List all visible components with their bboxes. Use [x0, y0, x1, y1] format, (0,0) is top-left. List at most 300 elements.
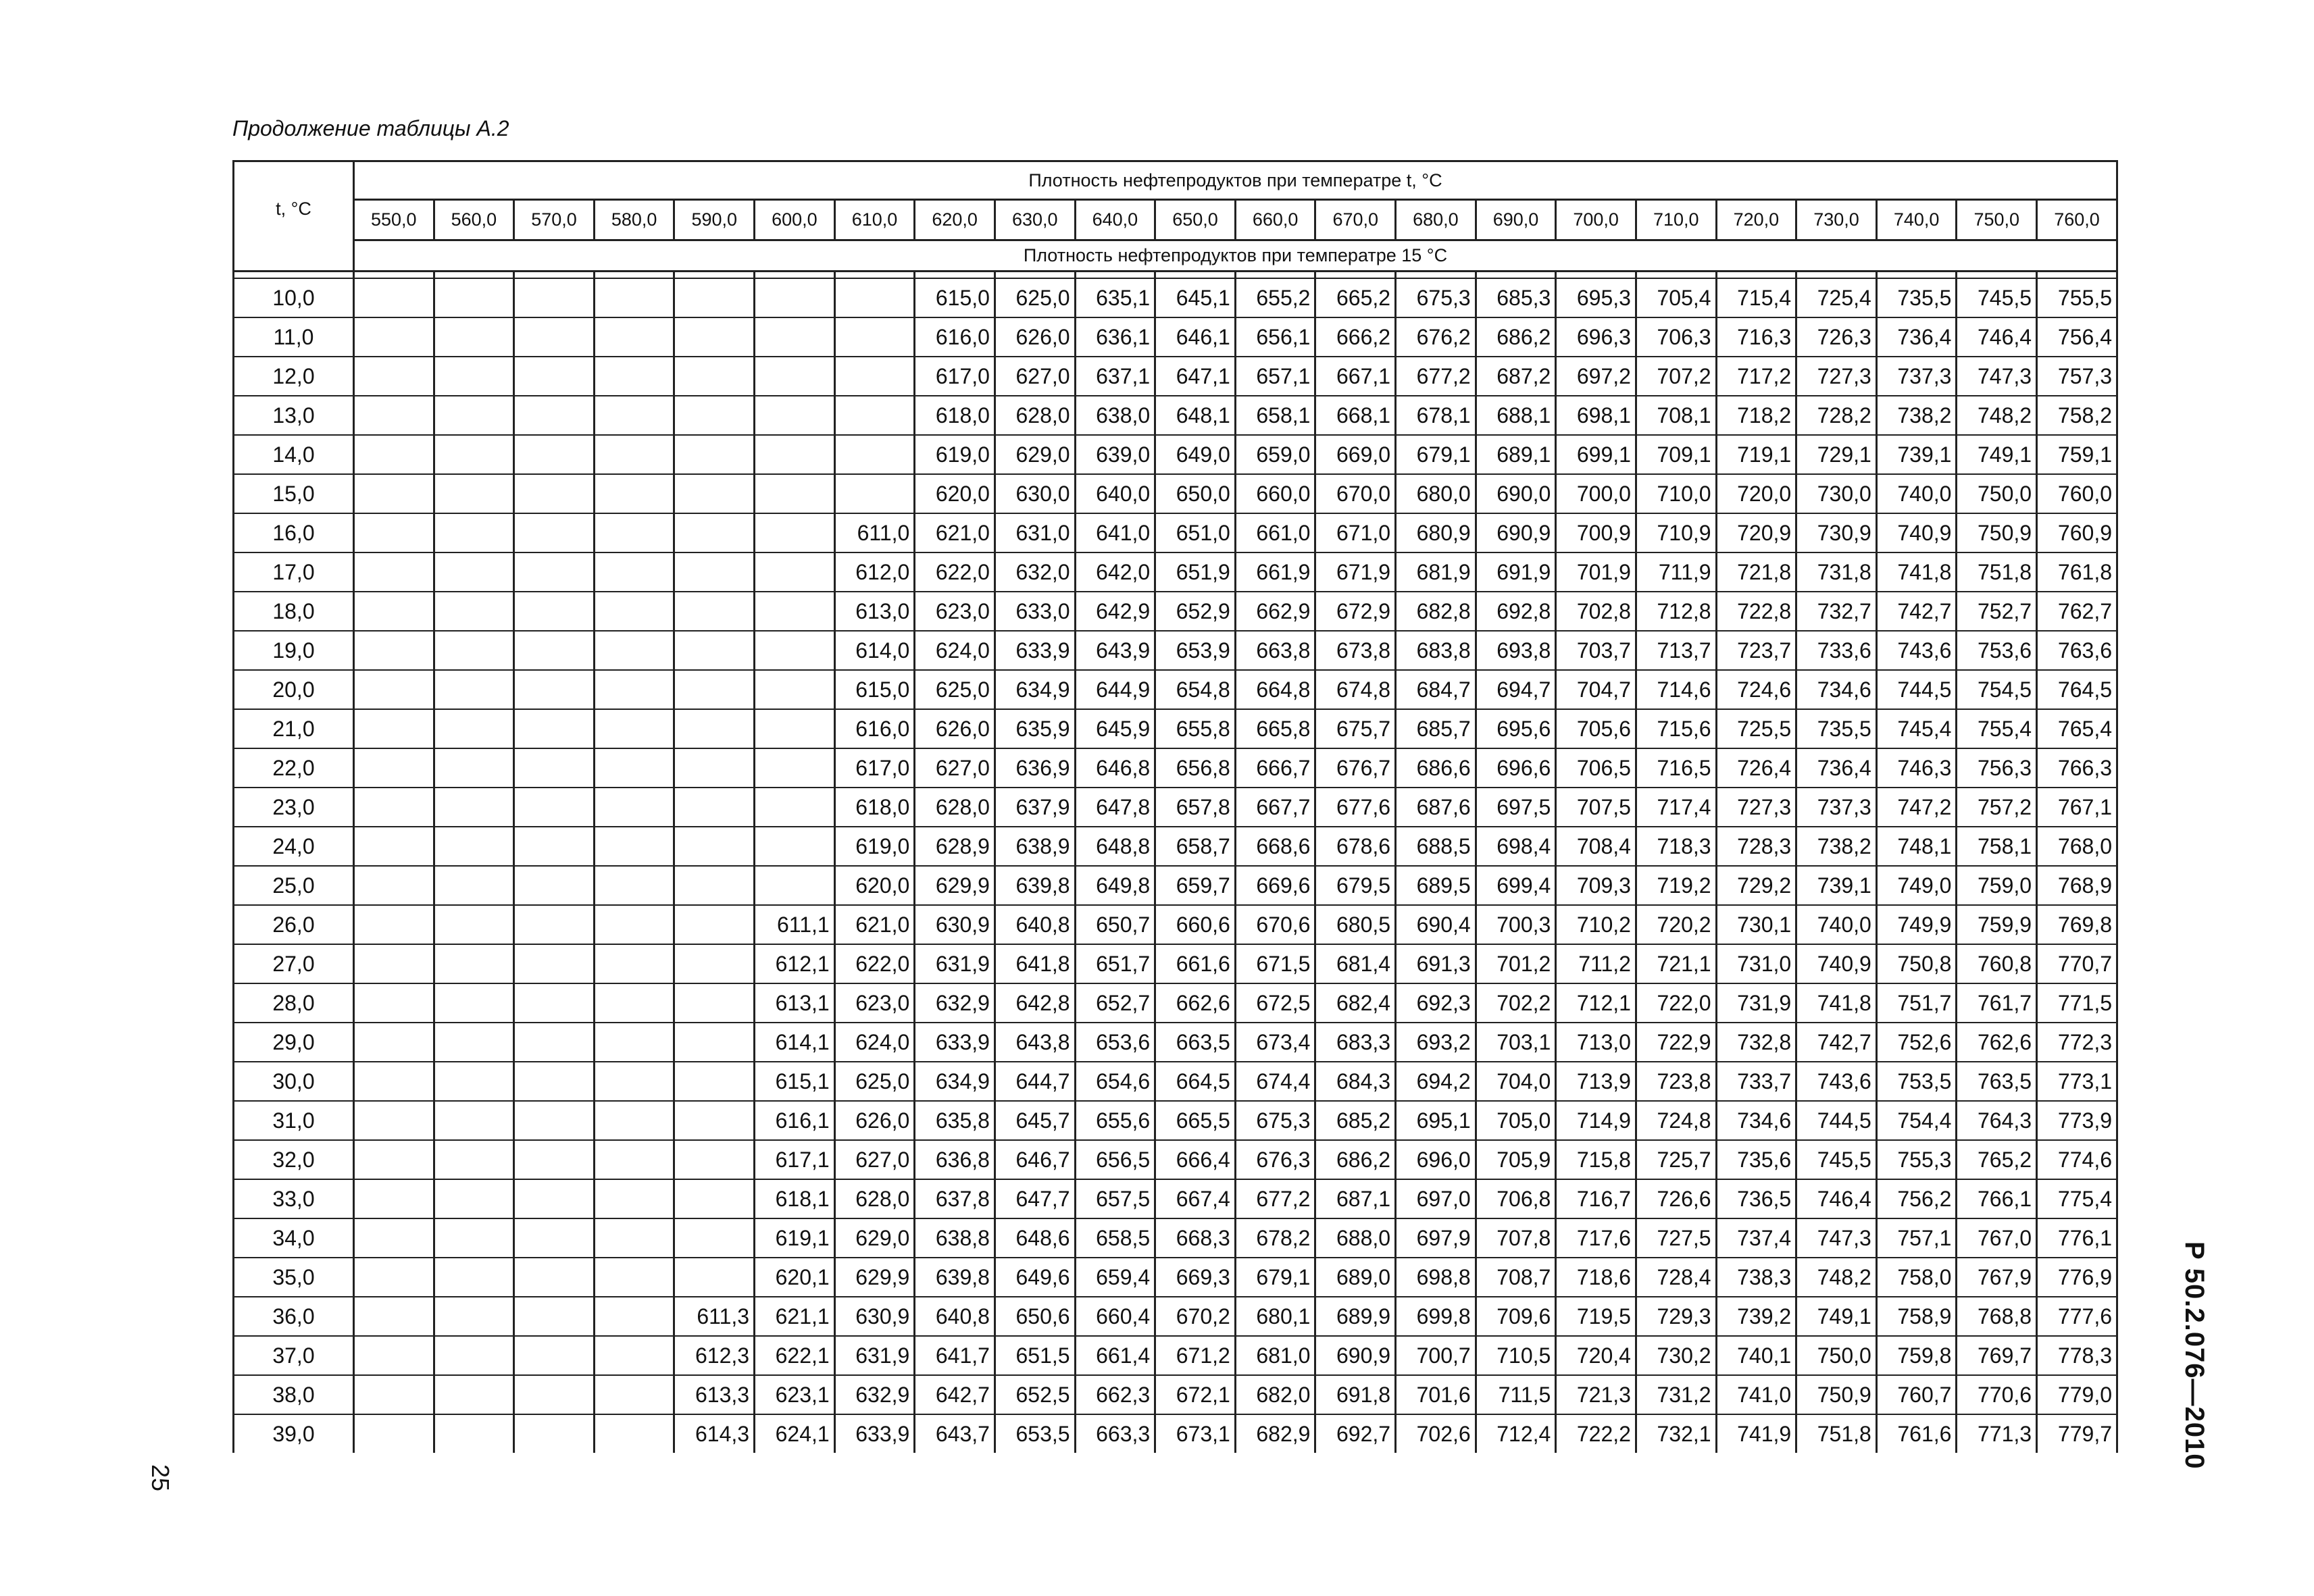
density-cell: 745,5 [1796, 1140, 1877, 1179]
density-cell: 759,9 [1957, 905, 2037, 944]
density-cell: 713,0 [1556, 1023, 1636, 1062]
density-cell: 721,1 [1636, 944, 1716, 983]
column-header: 660,0 [1235, 200, 1315, 240]
density-cell: 730,1 [1716, 905, 1796, 944]
table-row [234, 866, 2117, 905]
density-cell [594, 1336, 674, 1375]
density-cell: 689,9 [1315, 1297, 1396, 1336]
density-cell [434, 1297, 514, 1336]
density-cell [594, 474, 674, 513]
density-cell [674, 827, 755, 866]
density-cell: 639,0 [1075, 435, 1155, 474]
density-cell: 680,0 [1396, 474, 1476, 513]
density-cell: 648,1 [1155, 396, 1236, 435]
density-cell [514, 866, 595, 905]
density-cell [353, 866, 434, 905]
density-cell: 738,2 [1876, 396, 1957, 435]
density-cell [353, 1414, 434, 1453]
density-cell: 748,2 [1957, 396, 2037, 435]
density-cell: 761,6 [1876, 1414, 1957, 1453]
density-cell: 622,0 [915, 552, 995, 592]
density-cell: 641,7 [915, 1336, 995, 1375]
density-cell: 701,9 [1556, 552, 1636, 592]
density-cell: 747,3 [1796, 1218, 1877, 1258]
density-cell: 762,7 [2037, 592, 2117, 631]
density-cell [834, 396, 915, 435]
density-cell [755, 278, 835, 317]
density-cell: 722,8 [1716, 592, 1796, 631]
density-cell: 675,3 [1235, 1101, 1315, 1140]
density-cell: 653,5 [995, 1414, 1075, 1453]
density-cell: 773,1 [2037, 1062, 2117, 1101]
density-cell: 717,2 [1716, 357, 1796, 396]
density-cell [353, 709, 434, 748]
density-cell: 708,1 [1636, 396, 1716, 435]
density-cell: 614,0 [834, 631, 915, 670]
table-row [234, 552, 2117, 592]
density-cell: 736,4 [1876, 317, 1957, 357]
density-cell: 660,0 [1235, 474, 1315, 513]
density-cell [434, 1375, 514, 1414]
density-cell [434, 905, 514, 944]
density-cell [755, 357, 835, 396]
density-cell [755, 435, 835, 474]
density-cell: 684,7 [1396, 670, 1476, 709]
density-cell: 657,1 [1235, 357, 1315, 396]
density-cell: 720,4 [1556, 1336, 1636, 1375]
column-header: 690,0 [1476, 200, 1556, 240]
column-header: 610,0 [834, 200, 915, 240]
density-cell: 665,2 [1315, 278, 1396, 317]
density-cell: 677,6 [1315, 788, 1396, 827]
density-cell: 704,7 [1556, 670, 1636, 709]
density-cell: 746,4 [1796, 1179, 1877, 1218]
density-cell: 680,1 [1235, 1297, 1315, 1336]
density-cell [514, 670, 595, 709]
density-cell: 716,5 [1636, 748, 1716, 788]
density-cell [594, 1023, 674, 1062]
temperature-cell: 32,0 [234, 1140, 354, 1179]
density-cell: 692,8 [1476, 592, 1556, 631]
column-header: 570,0 [514, 200, 595, 240]
density-cell: 771,5 [2037, 983, 2117, 1023]
density-cell: 677,2 [1235, 1179, 1315, 1218]
density-cell: 701,6 [1396, 1375, 1476, 1414]
density-cell [353, 1023, 434, 1062]
density-cell: 646,7 [995, 1140, 1075, 1179]
density-cell: 740,0 [1796, 905, 1877, 944]
density-cell: 715,6 [1636, 709, 1716, 748]
table-row [234, 748, 2117, 788]
density-cell: 700,3 [1476, 905, 1556, 944]
density-cell: 775,4 [2037, 1179, 2117, 1218]
page-number: 25 [147, 1464, 174, 1492]
column-header: 680,0 [1396, 200, 1476, 240]
density-cell [674, 592, 755, 631]
density-cell: 761,7 [1957, 983, 2037, 1023]
density-cell [834, 357, 915, 396]
density-cell [514, 592, 595, 631]
density-cell: 747,3 [1957, 357, 2037, 396]
density-cell [434, 1101, 514, 1140]
density-cell: 656,5 [1075, 1140, 1155, 1179]
density-cell: 682,8 [1396, 592, 1476, 631]
density-cell: 633,9 [995, 631, 1075, 670]
density-cell: 750,9 [1796, 1375, 1877, 1414]
density-cell [514, 435, 595, 474]
density-cell: 636,9 [995, 748, 1075, 788]
density-cell: 701,2 [1476, 944, 1556, 983]
column-header: 590,0 [674, 200, 755, 240]
density-cell: 647,7 [995, 1179, 1075, 1218]
density-cell: 614,1 [755, 1023, 835, 1062]
density-cell: 670,0 [1315, 474, 1396, 513]
density-cell: 737,4 [1716, 1218, 1796, 1258]
density-cell: 683,8 [1396, 631, 1476, 670]
density-cell: 665,8 [1235, 709, 1315, 748]
density-cell: 707,8 [1476, 1218, 1556, 1258]
density-cell: 694,7 [1476, 670, 1556, 709]
density-cell [594, 709, 674, 748]
density-cell [674, 905, 755, 944]
density-cell [834, 435, 915, 474]
density-cell: 657,8 [1155, 788, 1236, 827]
density-cell [514, 944, 595, 983]
density-cell [755, 866, 835, 905]
density-cell: 703,1 [1476, 1023, 1556, 1062]
density-cell [514, 1101, 595, 1140]
table-row [234, 905, 2117, 944]
density-cell: 666,7 [1235, 748, 1315, 788]
column-header: 580,0 [594, 200, 674, 240]
density-cell: 632,9 [915, 983, 995, 1023]
density-cell [514, 983, 595, 1023]
density-cell [594, 631, 674, 670]
density-cell [434, 631, 514, 670]
density-cell: 649,0 [1155, 435, 1236, 474]
table-row [234, 513, 2117, 552]
temperature-cell: 22,0 [234, 748, 354, 788]
density-cell: 650,6 [995, 1297, 1075, 1336]
density-cell: 696,0 [1396, 1140, 1476, 1179]
density-cell: 741,8 [1876, 552, 1957, 592]
density-cell [594, 278, 674, 317]
density-cell: 732,7 [1796, 592, 1877, 631]
density-cell: 633,9 [834, 1414, 915, 1453]
density-cell: 755,4 [1957, 709, 2037, 748]
density-cell: 654,6 [1075, 1062, 1155, 1101]
density-cell: 767,1 [2037, 788, 2117, 827]
density-cell: 779,0 [2037, 1375, 2117, 1414]
density-cell: 620,1 [755, 1258, 835, 1297]
density-cell: 703,7 [1556, 631, 1636, 670]
density-cell [434, 1336, 514, 1375]
density-cell: 758,1 [1957, 827, 2037, 866]
density-cell: 690,4 [1396, 905, 1476, 944]
density-cell: 620,0 [915, 474, 995, 513]
density-cell: 756,3 [1957, 748, 2037, 788]
density-cell [674, 1140, 755, 1179]
density-cell [594, 983, 674, 1023]
density-cell: 742,7 [1876, 592, 1957, 631]
density-cell [674, 278, 755, 317]
density-cell [353, 748, 434, 788]
density-cell: 733,7 [1716, 1062, 1796, 1101]
density-cell [674, 1062, 755, 1101]
density-cell: 626,0 [915, 709, 995, 748]
density-cell: 689,0 [1315, 1258, 1396, 1297]
table-row [234, 670, 2117, 709]
density-cell: 677,2 [1396, 357, 1476, 396]
density-cell: 750,0 [1957, 474, 2037, 513]
density-cell [594, 1218, 674, 1258]
density-cell: 779,7 [2037, 1414, 2117, 1453]
column-header-row [234, 200, 2117, 240]
density-cell: 647,1 [1155, 357, 1236, 396]
density-cell: 712,8 [1636, 592, 1716, 631]
density-cell: 746,3 [1876, 748, 1957, 788]
density-cell: 614,3 [674, 1414, 755, 1453]
density-cell: 737,3 [1876, 357, 1957, 396]
density-cell: 741,0 [1716, 1375, 1796, 1414]
density-cell: 634,9 [995, 670, 1075, 709]
density-cell: 674,4 [1235, 1062, 1315, 1101]
density-cell [594, 748, 674, 788]
density-cell: 671,9 [1315, 552, 1396, 592]
density-cell: 752,7 [1957, 592, 2037, 631]
density-cell: 749,1 [1957, 435, 2037, 474]
density-cell: 652,7 [1075, 983, 1155, 1023]
density-cell: 662,3 [1075, 1375, 1155, 1414]
density-cell: 772,3 [2037, 1023, 2117, 1062]
density-cell: 739,2 [1716, 1297, 1796, 1336]
density-cell: 637,9 [995, 788, 1075, 827]
density-cell [434, 983, 514, 1023]
density-cell: 754,4 [1876, 1101, 1957, 1140]
table-row [234, 1218, 2117, 1258]
density-cell: 658,1 [1235, 396, 1315, 435]
density-cell: 766,1 [1957, 1179, 2037, 1218]
density-cell: 613,0 [834, 592, 915, 631]
density-cell: 625,0 [995, 278, 1075, 317]
density-cell [514, 788, 595, 827]
density-cell: 698,4 [1476, 827, 1556, 866]
density-cell [594, 1375, 674, 1414]
density-cell: 625,0 [834, 1062, 915, 1101]
density-cell: 681,4 [1315, 944, 1396, 983]
density-cell [755, 592, 835, 631]
density-cell: 619,1 [755, 1218, 835, 1258]
column-header: 710,0 [1636, 200, 1716, 240]
density-cell: 768,9 [2037, 866, 2117, 905]
table-row [234, 1258, 2117, 1297]
table-row [234, 278, 2117, 317]
density-cell [674, 748, 755, 788]
density-cell: 640,8 [995, 905, 1075, 944]
density-cell: 724,6 [1716, 670, 1796, 709]
density-cell: 616,0 [834, 709, 915, 748]
temperature-cell: 38,0 [234, 1375, 354, 1414]
density-cell: 651,9 [1155, 552, 1236, 592]
density-cell: 749,9 [1876, 905, 1957, 944]
density-cell: 662,6 [1155, 983, 1236, 1023]
density-cell: 692,7 [1315, 1414, 1396, 1453]
density-cell: 732,8 [1716, 1023, 1796, 1062]
density-cell: 630,9 [915, 905, 995, 944]
density-cell: 613,3 [674, 1375, 755, 1414]
density-cell: 660,4 [1075, 1297, 1155, 1336]
density-cell: 679,5 [1315, 866, 1396, 905]
density-cell: 730,9 [1796, 513, 1877, 552]
density-cell: 758,0 [1876, 1258, 1957, 1297]
density-cell: 667,4 [1155, 1179, 1236, 1218]
density-cell: 637,8 [915, 1179, 995, 1218]
density-cell: 685,7 [1396, 709, 1476, 748]
density-cell [434, 1179, 514, 1218]
density-cell: 635,9 [995, 709, 1075, 748]
density-cell: 758,9 [1876, 1297, 1957, 1336]
density-cell: 672,1 [1155, 1375, 1236, 1414]
density-cell: 736,4 [1796, 748, 1877, 788]
density-cell: 656,8 [1155, 748, 1236, 788]
temperature-cell: 19,0 [234, 631, 354, 670]
density-cell: 664,8 [1235, 670, 1315, 709]
density-cell: 751,8 [1796, 1414, 1877, 1453]
density-cell: 695,3 [1556, 278, 1636, 317]
density-cell [434, 396, 514, 435]
table-row [234, 983, 2117, 1023]
density-cell: 684,3 [1315, 1062, 1396, 1101]
density-cell: 694,2 [1396, 1062, 1476, 1101]
density-cell: 687,2 [1476, 357, 1556, 396]
temperature-cell: 10,0 [234, 278, 354, 317]
table-row [234, 1336, 2117, 1375]
density-cell: 722,0 [1636, 983, 1716, 1023]
density-cell: 671,2 [1155, 1336, 1236, 1375]
density-cell [434, 513, 514, 552]
density-cell: 630,9 [834, 1297, 915, 1336]
density-cell [514, 474, 595, 513]
density-cell: 760,0 [2037, 474, 2117, 513]
density-cell: 705,9 [1476, 1140, 1556, 1179]
density-cell: 653,6 [1075, 1023, 1155, 1062]
density-cell [434, 670, 514, 709]
density-cell: 661,9 [1235, 552, 1315, 592]
density-cell [434, 278, 514, 317]
density-cell: 630,0 [995, 474, 1075, 513]
density-cell: 649,8 [1075, 866, 1155, 905]
density-cell: 629,0 [995, 435, 1075, 474]
density-cell: 676,3 [1235, 1140, 1315, 1179]
density-cell [353, 552, 434, 592]
density-cell [514, 1414, 595, 1453]
temperature-cell: 34,0 [234, 1218, 354, 1258]
density-cell [514, 631, 595, 670]
density-cell [514, 1336, 595, 1375]
density-cell: 676,7 [1315, 748, 1396, 788]
density-cell: 643,7 [915, 1414, 995, 1453]
table-row [234, 631, 2117, 670]
density-cell: 742,7 [1796, 1023, 1877, 1062]
density-cell: 663,5 [1155, 1023, 1236, 1062]
density-cell: 702,6 [1396, 1414, 1476, 1453]
density-cell [514, 1023, 595, 1062]
density-cell: 646,1 [1155, 317, 1236, 357]
density-cell: 662,9 [1235, 592, 1315, 631]
table-row [234, 1179, 2117, 1218]
density-cell: 619,0 [834, 827, 915, 866]
density-cell: 771,3 [1957, 1414, 2037, 1453]
density-cell: 707,2 [1636, 357, 1716, 396]
temperature-cell: 28,0 [234, 983, 354, 1023]
density-cell: 706,3 [1636, 317, 1716, 357]
table-row [234, 1414, 2117, 1453]
density-cell [514, 709, 595, 748]
density-cell [674, 396, 755, 435]
density-cell: 678,2 [1235, 1218, 1315, 1258]
density-cell: 708,7 [1476, 1258, 1556, 1297]
density-cell [514, 1062, 595, 1101]
density-cell: 632,0 [995, 552, 1075, 592]
density-cell [755, 788, 835, 827]
density-cell: 695,6 [1476, 709, 1556, 748]
density-cell: 685,2 [1315, 1101, 1396, 1140]
density-cell: 652,5 [995, 1375, 1075, 1414]
density-cell: 674,8 [1315, 670, 1396, 709]
density-cell: 754,5 [1957, 670, 2037, 709]
density-cell: 756,4 [2037, 317, 2117, 357]
temperature-cell: 27,0 [234, 944, 354, 983]
density-cell [514, 513, 595, 552]
density-cell: 765,4 [2037, 709, 2117, 748]
density-cell: 756,2 [1876, 1179, 1957, 1218]
density-cell: 673,4 [1235, 1023, 1315, 1062]
density-cell: 758,2 [2037, 396, 2117, 435]
density-cell [353, 1218, 434, 1258]
density-cell: 734,6 [1716, 1101, 1796, 1140]
density-cell [755, 748, 835, 788]
density-cell [594, 866, 674, 905]
density-cell: 695,1 [1396, 1101, 1476, 1140]
column-header: 630,0 [995, 200, 1075, 240]
density-cell: 743,6 [1876, 631, 1957, 670]
temperature-cell: 11,0 [234, 317, 354, 357]
density-cell [434, 435, 514, 474]
density-cell: 699,1 [1556, 435, 1636, 474]
density-cell: 624,0 [834, 1023, 915, 1062]
density-cell: 670,2 [1155, 1297, 1236, 1336]
density-cell: 671,5 [1235, 944, 1315, 983]
density-cell [755, 631, 835, 670]
density-cell: 729,2 [1716, 866, 1796, 905]
density-cell: 735,5 [1796, 709, 1877, 748]
density-cell [434, 1258, 514, 1297]
density-cell: 738,3 [1716, 1258, 1796, 1297]
density-cell: 726,4 [1716, 748, 1796, 788]
density-cell: 764,3 [1957, 1101, 2037, 1140]
density-cell: 689,1 [1476, 435, 1556, 474]
density-cell: 744,5 [1876, 670, 1957, 709]
temperature-cell: 13,0 [234, 396, 354, 435]
density-cell: 673,8 [1315, 631, 1396, 670]
density-cell: 731,0 [1716, 944, 1796, 983]
density-cell: 639,8 [995, 866, 1075, 905]
density-cell: 765,2 [1957, 1140, 2037, 1179]
density-cell: 770,7 [2037, 944, 2117, 983]
density-cell: 666,4 [1155, 1140, 1236, 1179]
density-cell: 623,1 [755, 1375, 835, 1414]
density-cell: 621,0 [834, 905, 915, 944]
